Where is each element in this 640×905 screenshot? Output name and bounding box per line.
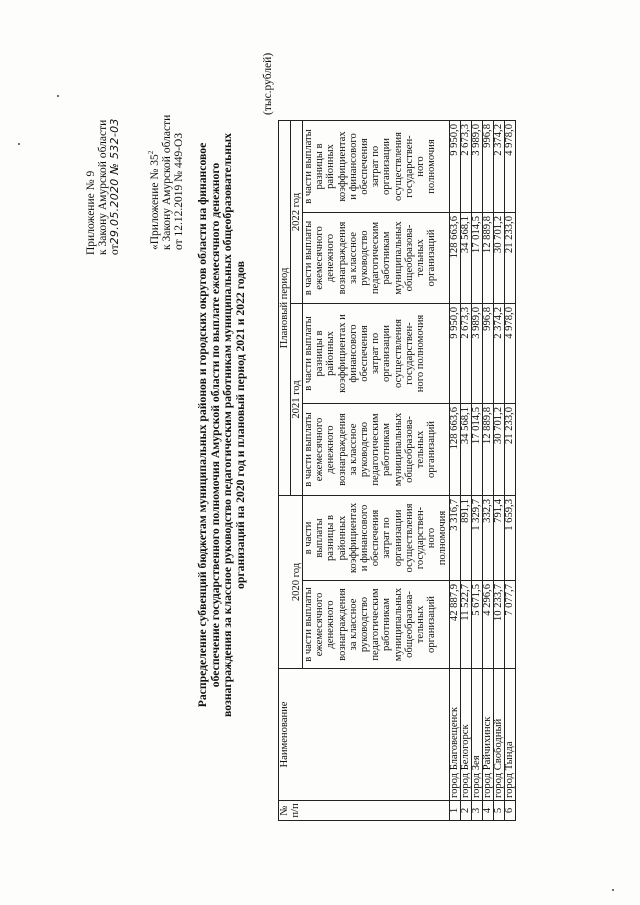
header-monthly-2022 — [303, 213, 450, 304]
header-cell-line: тельных — [415, 605, 427, 644]
value-monthly-2021: 17 014,5 — [471, 404, 482, 496]
header-cell-line: педагогическим — [370, 588, 382, 661]
header-cell-line: в части — [303, 521, 314, 555]
header-cell-line: государствен- — [403, 322, 415, 385]
table-row — [493, 121, 504, 821]
header-cell-line: руководство — [359, 596, 371, 653]
header-cell-line: ежемесячного — [314, 226, 326, 290]
header-cell-line: разницы в — [325, 515, 337, 561]
header-cell-line: организаций — [426, 596, 438, 653]
header-cell-line: полномочия — [437, 510, 449, 566]
value-difference-2022: 996,8 — [482, 121, 493, 213]
appendix-date: от29.05.2020 № 532-03 — [108, 118, 121, 255]
header-cell-line: организаций — [426, 229, 438, 287]
value-difference-2022: 9 950,0 — [449, 121, 460, 213]
header-cell-line: районных — [325, 331, 337, 376]
header-cell-line: коэффициентах — [336, 131, 348, 202]
appendix-header — [85, 118, 121, 255]
header-cell-line: затрат по — [370, 145, 382, 188]
header-cell-line: педагогическим — [370, 413, 382, 486]
header-name: Наименование — [279, 669, 450, 801]
header-cell-line: коэффициентах — [347, 502, 359, 574]
row-number: 5 — [493, 801, 504, 821]
row-number: 3 — [471, 801, 482, 821]
header-cell-line: ного — [426, 527, 438, 549]
header-cell-line: муниципальных — [392, 412, 404, 487]
row-number: 1 — [449, 801, 460, 821]
appendix-law-ref: к Закону Амурской области — [97, 119, 109, 255]
value-monthly-2021: 30 701,2 — [493, 404, 504, 496]
header-cell-line: общеобразова- — [403, 224, 415, 292]
header-cell-line: ного — [415, 156, 427, 177]
value-monthly-2020: 5 671,5 — [471, 581, 482, 669]
value-monthly-2022: 34 568,1 — [460, 213, 471, 304]
header-cell-line: вознаграждения — [336, 221, 348, 295]
header-cell-line: вознаграждения — [336, 588, 348, 661]
header-cell-line: общеобразова- — [403, 416, 415, 483]
header-cell-line: организаций — [426, 421, 438, 478]
header-cell-line: руководство — [359, 421, 371, 478]
value-difference-2022: 2 673,3 — [460, 121, 471, 213]
header-2020: 2020 год — [279, 496, 303, 669]
value-monthly-2021: 128 663,6 — [449, 404, 460, 496]
value-monthly-2022: 17 014,5 — [471, 213, 482, 304]
value-difference-2020: 791,4 — [493, 496, 504, 581]
row-number: 2 — [460, 801, 471, 821]
header-difference-2021 — [303, 304, 450, 404]
header-cell-line: затрат по — [381, 517, 393, 559]
header-cell-line: педагогическим — [370, 221, 382, 295]
header-row-1 — [279, 121, 291, 821]
old-appendix-law-ref: к Закону Амурской области — [160, 114, 173, 250]
value-monthly-2022: 128 663,6 — [449, 213, 460, 304]
scan-speck — [612, 889, 614, 891]
row-name: город Райчихинск — [482, 669, 493, 801]
table-row — [471, 121, 482, 821]
subvention-table — [278, 120, 516, 821]
title-line: обеспечение государственного полномочия Амурской области по выплате ежемесячного денежного — [208, 162, 222, 688]
header-cell-line: работникам — [381, 598, 393, 651]
header-cell-line: организации — [381, 325, 393, 382]
header-difference-2020 — [303, 496, 450, 581]
value-monthly-2020: 11 522,7 — [460, 581, 471, 669]
value-difference-2022: 2 374,2 — [493, 121, 504, 213]
value-monthly-2020: 10 233,7 — [493, 581, 504, 669]
header-cell-line: государствен- — [403, 135, 415, 198]
value-monthly-2021: 34 568,1 — [460, 404, 471, 496]
value-difference-2020: 1 659,3 — [504, 496, 515, 581]
header-cell-line: и финансового — [347, 133, 359, 200]
value-difference-2022: 4 978,0 — [504, 121, 515, 213]
header-cell-line: в части выплаты — [303, 129, 314, 204]
old-appendix-date: от 12.12.2019 № 449-ОЗ — [172, 132, 185, 250]
header-cell-line: районных — [325, 144, 337, 189]
value-monthly-2020: 42 887,9 — [449, 581, 460, 669]
value-difference-2021: 2 673,3 — [460, 304, 471, 404]
row-name: город Тында — [504, 669, 515, 801]
header-cell-line: организации — [392, 509, 404, 567]
header-cell-line: финансового — [347, 324, 359, 383]
header-cell-line: тельных — [415, 239, 427, 277]
title-line: организаций на 2020 год и плановый период 2021 и 2022 годов — [233, 261, 247, 589]
header-cell-line: денежного — [325, 233, 337, 283]
header-cell-line: работникам — [381, 423, 393, 476]
header-cell-line: муниципальных — [392, 221, 404, 295]
header-num: № п/п — [279, 801, 450, 821]
header-cell-line: осуществления — [392, 132, 404, 201]
header-cell-line: выплаты — [314, 518, 326, 558]
header-cell-line: ежемесячного — [314, 592, 326, 657]
header-difference-2022 — [303, 121, 450, 213]
value-difference-2020: 891,1 — [460, 496, 471, 581]
header-cell-line: разницы в — [314, 330, 326, 377]
header-cell-line: тельных — [415, 430, 427, 469]
header-cell-line: в части выплаты — [303, 412, 314, 487]
header-cell-line: ежемесячного — [314, 417, 326, 482]
old-appendix-header — [145, 115, 185, 250]
header-cell-line: в части выплаты — [303, 220, 314, 296]
table-body — [449, 121, 515, 821]
table-row — [460, 121, 471, 821]
row-name: город Белогорск — [460, 669, 471, 801]
value-difference-2021: 4 978,0 — [504, 304, 515, 404]
header-cell-line: за классное — [347, 423, 359, 476]
table-row — [449, 121, 460, 821]
value-monthly-2022: 30 701,2 — [493, 213, 504, 304]
old-appendix-number: «Приложение № $35^2$ — [147, 150, 161, 250]
row-number: 6 — [504, 801, 515, 821]
header-cell-line: осуществления — [392, 319, 404, 388]
header-cell-line: коэффициентах и — [336, 314, 348, 393]
value-difference-2021: 3 989,0 — [471, 304, 482, 404]
value-difference-2020: 1 329,7 — [471, 496, 482, 581]
header-cell-line: за классное — [347, 598, 359, 651]
table-row — [504, 121, 515, 821]
header-cell-line: ного полномочия — [415, 314, 427, 393]
value-difference-2022: 3 989,0 — [471, 121, 482, 213]
table-row — [482, 121, 493, 821]
header-2022: 2022 год — [291, 121, 303, 304]
value-monthly-2020: 7 077,7 — [504, 581, 515, 669]
value-difference-2020: 332,3 — [482, 496, 493, 581]
units-label: (тыс.рублей) — [262, 52, 274, 115]
header-cell-line: разницы в — [314, 143, 326, 190]
header-cell-line: обеспечения — [359, 138, 371, 195]
header-monthly-2020 — [303, 581, 450, 669]
header-cell-line: осуществления — [403, 503, 415, 573]
value-difference-2021: 9 950,0 — [449, 304, 460, 404]
header-cell-line: районных — [336, 515, 348, 561]
row-name: город Свободный — [493, 669, 504, 801]
header-2021: 2021 год — [291, 304, 303, 496]
value-monthly-2022: 21 233,0 — [504, 213, 515, 304]
row-number: 4 — [482, 801, 493, 821]
header-cell-line: за классное — [347, 232, 359, 284]
handwritten-date-number: 29.05.2020 № 532-03 — [108, 118, 121, 245]
value-monthly-2021: 12 889,8 — [482, 404, 493, 496]
value-difference-2020: 3 316,7 — [449, 496, 460, 581]
value-difference-2021: 2 374,2 — [493, 304, 504, 404]
header-plan-period: Плановый период — [279, 121, 291, 496]
header-cell-line: полномочия — [426, 139, 438, 194]
header-cell-line: вознаграждения — [336, 413, 348, 486]
title-line: вознаграждения за классное руководство педагогическим работникам муниципальных общеобразовательных — [221, 133, 235, 717]
value-monthly-2020: 4 296,6 — [482, 581, 493, 669]
header-cell-line: общеобразова- — [403, 591, 415, 658]
header-cell-line: государствен- — [415, 506, 427, 570]
header-cell-line: в части выплаты — [303, 587, 314, 662]
header-cell-line: затрат по — [370, 332, 382, 375]
document-title — [197, 25, 247, 825]
header-cell-line: в части выплаты — [303, 316, 314, 391]
appendix-number: Приложение № 9 — [85, 170, 97, 255]
value-difference-2021: 996,8 — [482, 304, 493, 404]
scan-speck — [18, 143, 20, 145]
header-monthly-2021 — [303, 404, 450, 496]
value-monthly-2021: 21 233,0 — [504, 404, 515, 496]
header-cell-line: муниципальных — [392, 587, 404, 662]
header-cell-line: денежного — [325, 425, 337, 474]
header-cell-line: обеспечения — [359, 325, 371, 382]
row-name: город Зея — [471, 669, 482, 801]
row-name: город Благовещенск — [449, 669, 460, 801]
title-line: Распределение субвенций бюджетам муниципальных районов и городских округов области на финансовое — [196, 142, 209, 708]
header-cell-line: работникам — [381, 231, 393, 285]
header-cell-line: денежного — [325, 600, 337, 649]
value-monthly-2022: 12 889,8 — [482, 213, 493, 304]
header-cell-line: обеспечения — [370, 509, 382, 567]
header-cell-line: и финансового — [359, 504, 371, 572]
header-cell-line: руководство — [359, 230, 371, 286]
header-cell-line: организации — [381, 138, 393, 195]
scan-speck — [57, 95, 59, 97]
